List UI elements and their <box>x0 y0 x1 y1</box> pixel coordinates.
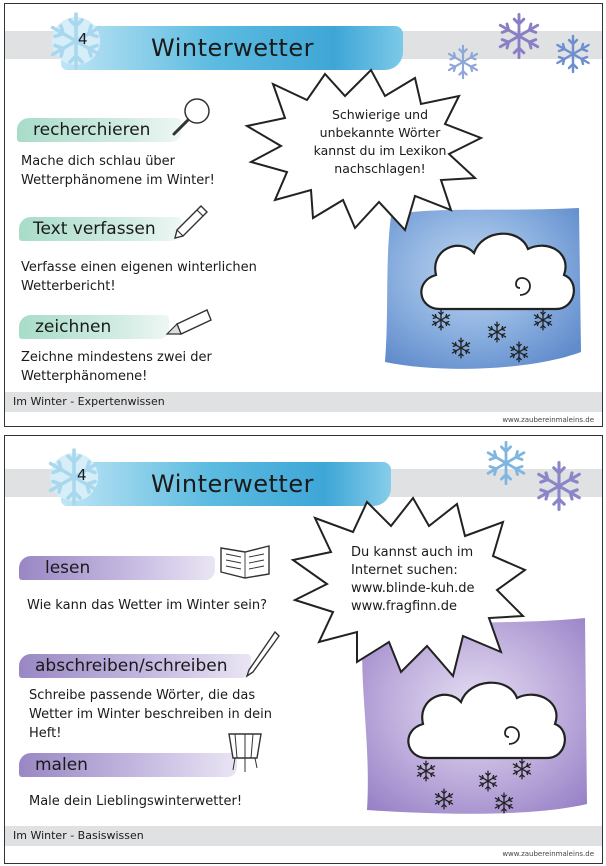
paint-icon <box>223 728 267 774</box>
speech-burst-text: Schwierige und unbekannte Wörter kannst du im Lexikon nachschlagen! <box>313 107 447 176</box>
magnifier-icon <box>169 96 213 140</box>
snowflake-icon <box>495 12 543 60</box>
task-label-lesen: lesen <box>45 558 91 578</box>
footer-band <box>5 392 602 412</box>
footer-text: Im Winter - Basiswissen <box>13 829 144 842</box>
card-number: 4 <box>77 466 87 484</box>
speech-burst-text: Du kannst auch im Internet suchen: www.blinde-kuh.de www.fragfinn.de <box>351 545 475 614</box>
task-description: Verfasse einen eigenen winterlichen Wetterbericht! <box>21 260 257 294</box>
snowflake-icon <box>553 34 593 74</box>
task-label-zeichnen: zeichnen <box>35 317 112 337</box>
snowflake-badge-icon <box>43 8 109 74</box>
card-expertenwissen <box>4 3 603 427</box>
snowflake-badge-icon <box>41 444 107 510</box>
pencil-icon <box>171 202 211 242</box>
snow-cloud-icon <box>397 674 573 834</box>
task-description: Wie kann das Wetter im Winter sein? <box>27 598 267 613</box>
card-basiswissen <box>4 435 603 864</box>
card-title: Winterwetter <box>151 470 314 498</box>
card-title: Winterwetter <box>151 34 314 62</box>
task-description: Zeichne mindestens zwei der Wetterphänomene! <box>21 350 212 384</box>
task-description: Male dein Lieblingswinterwetter! <box>29 794 243 809</box>
crayon-icon <box>163 306 213 342</box>
footer-text: Im Winter - Expertenwissen <box>13 395 165 408</box>
card-number: 4 <box>78 30 88 48</box>
source-url: www.zaubereinmaleins.de <box>502 850 594 858</box>
task-label-malen: malen <box>35 755 88 775</box>
book-icon <box>217 540 273 580</box>
footer-band <box>5 826 602 846</box>
task-description: Schreibe passende Wörter, die das Wetter im Winter beschreiben in dein Heft! <box>29 688 272 741</box>
pen-icon <box>243 630 283 680</box>
task-label-text-verfassen: Text verfassen <box>33 219 156 239</box>
snowflake-icon <box>533 460 585 512</box>
task-label-abschreiben-schreiben: abschreiben/schreiben <box>35 656 228 676</box>
task-label-recherchieren: recherchieren <box>33 120 151 140</box>
snowflake-icon <box>483 440 529 486</box>
snow-cloud-icon <box>410 219 580 374</box>
source-url: www.zaubereinmaleins.de <box>502 416 594 424</box>
task-description: Mache dich schlau über Wetterphänomene im Winter! <box>21 154 215 188</box>
